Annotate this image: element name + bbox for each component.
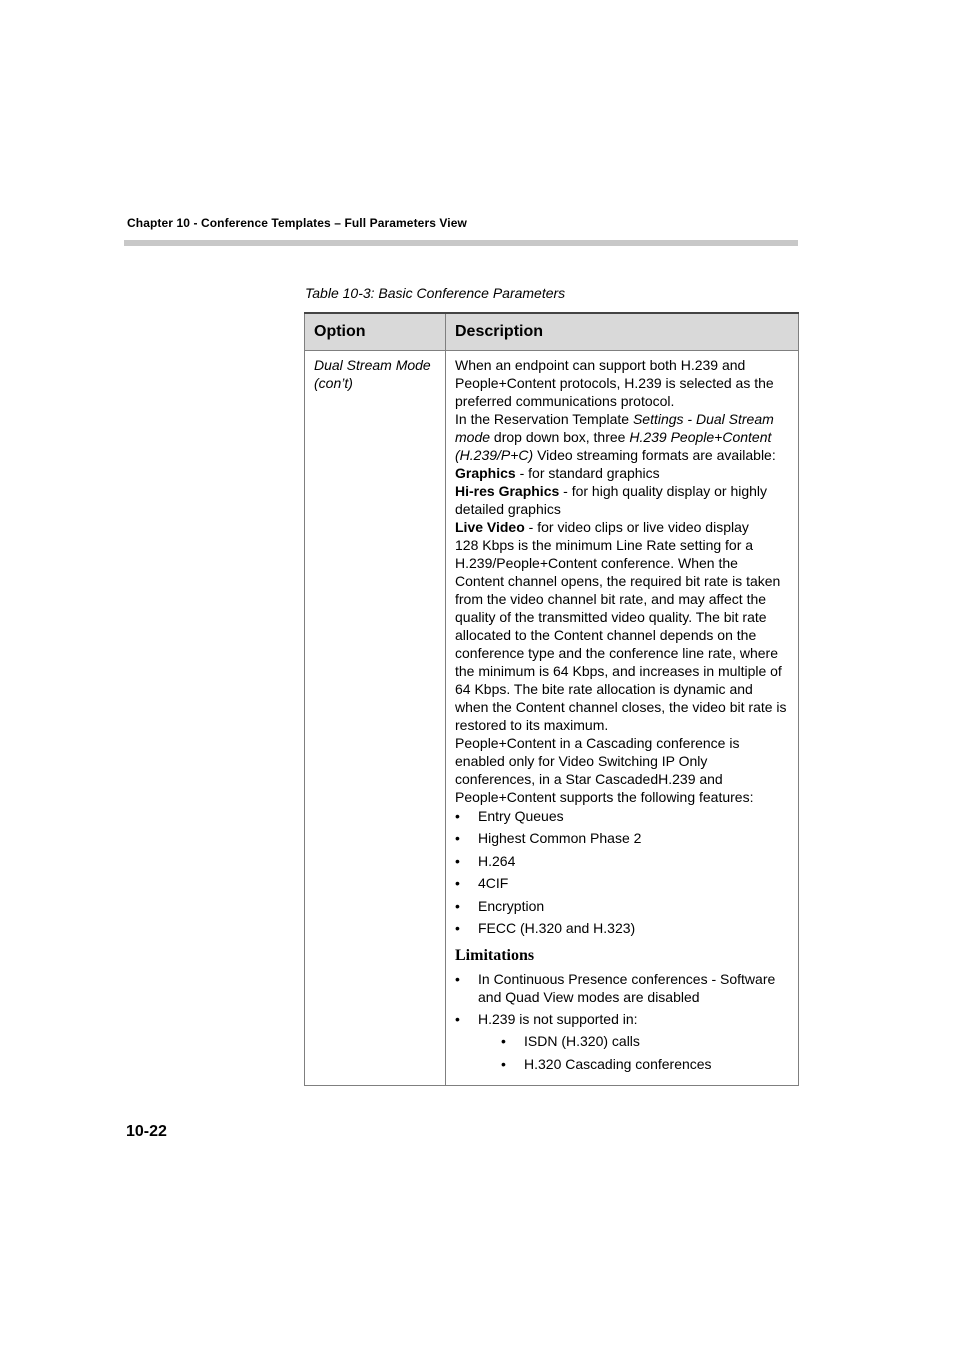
text-run: In the Reservation Template <box>455 411 633 427</box>
list-item-text: H.264 <box>478 852 516 869</box>
parameters-table <box>304 312 799 1086</box>
bullet-icon: • <box>501 1033 506 1050</box>
list-item-text: FECC (H.320 and H.323) <box>478 919 636 936</box>
bullet-icon: • <box>501 1055 506 1072</box>
description-cascading: People+Content in a Cascading conference is enabled only for Video Switching IP Only conferences, in a Star CascadedH.239 and People+Content supports the following features: <box>455 735 754 805</box>
option-continued: (con’t) <box>314 375 353 391</box>
list-item-text: Entry Queues <box>478 808 564 824</box>
list-item <box>501 1032 789 1050</box>
bullet-icon: • <box>455 919 460 936</box>
bullet-icon: • <box>455 875 460 892</box>
text-run: drop down box, three <box>490 429 630 445</box>
feature-list <box>455 807 789 937</box>
format-hires-graphics <box>455 482 789 518</box>
bullet-icon: • <box>455 852 460 869</box>
bullet-icon: • <box>455 830 460 847</box>
list-item <box>455 829 789 847</box>
description-cell <box>446 351 799 1086</box>
format-name: Graphics <box>455 465 516 481</box>
list-item <box>455 919 789 937</box>
bullet-icon: • <box>455 970 460 987</box>
menu-path: Settings - Dual Stream mode <box>455 411 774 445</box>
list-item <box>455 897 789 915</box>
header-rule <box>124 240 798 246</box>
description-intro: When an endpoint can support both H.239 and People+Content protocols, H.239 is selected as the preferred communications protocol. <box>455 357 774 409</box>
limitations-list <box>455 970 789 1073</box>
list-item <box>455 1010 789 1072</box>
limitations-heading: Limitations <box>455 946 535 964</box>
list-item-text: In Continuous Presence conferences - Software and Quad View modes are disabled <box>478 970 776 1005</box>
table-header-row <box>305 313 799 351</box>
list-item-text: H.320 Cascading conferences <box>524 1055 712 1072</box>
format-desc: - for standard graphics <box>515 465 660 481</box>
list-item-text: Highest Common Phase 2 <box>478 830 642 847</box>
format-graphics <box>455 464 789 482</box>
bullet-icon: • <box>455 897 460 914</box>
list-item-text: Encryption <box>478 897 545 914</box>
list-item <box>501 1055 789 1073</box>
list-item <box>455 874 789 892</box>
description-bitrate: 128 Kbps is the minimum Line Rate setting for a H.239/People+Content conference. When the Content channel opens, the required bit rate is taken from the video channel bit rate, and may affect the quality of the transmitted video quality. The bit rate allocated to the Content channel depends on the conference type and the conference line rate, where the minimum is 64 Kbps, and increases in multiple of 64 Kbps. The bite rate allocation is dynamic and when the Content channel closes, the video bit rate is restored to its maximum. <box>455 537 787 733</box>
column-header-option: Option <box>305 313 446 351</box>
list-item <box>455 970 789 1006</box>
list-item <box>455 807 789 825</box>
bullet-icon: • <box>455 1011 460 1028</box>
list-item-text: H.239 is not supported in: <box>478 1011 638 1028</box>
format-name: Live Video <box>455 519 525 535</box>
table-caption: Table 10-3: Basic Conference Parameters <box>305 285 566 301</box>
option-value: H.239 People+Content (H.239/P+C) <box>455 429 772 463</box>
list-item-text: 4CIF <box>478 875 509 892</box>
format-desc: - for video clips or live video display <box>524 519 749 535</box>
description-template-formats <box>455 410 789 464</box>
page-number: 10-22 <box>126 1123 167 1140</box>
unsupported-list <box>501 1032 789 1072</box>
list-item <box>455 852 789 870</box>
bullet-icon: • <box>455 808 460 824</box>
column-header-description: Description <box>446 313 799 351</box>
text-run: Video streaming formats are available: <box>533 447 776 463</box>
format-desc: - for high quality display or highly detailed graphics <box>455 483 768 517</box>
table-row <box>305 351 799 1086</box>
option-cell <box>305 351 446 1086</box>
format-live-video <box>455 518 789 536</box>
option-name: Dual Stream Mode <box>314 357 431 373</box>
list-item-text: ISDN (H.320) calls <box>524 1033 640 1050</box>
format-name: Hi-res Graphics <box>455 483 560 499</box>
chapter-header: Chapter 10 - Conference Templates – Full Parameters View <box>127 216 467 230</box>
